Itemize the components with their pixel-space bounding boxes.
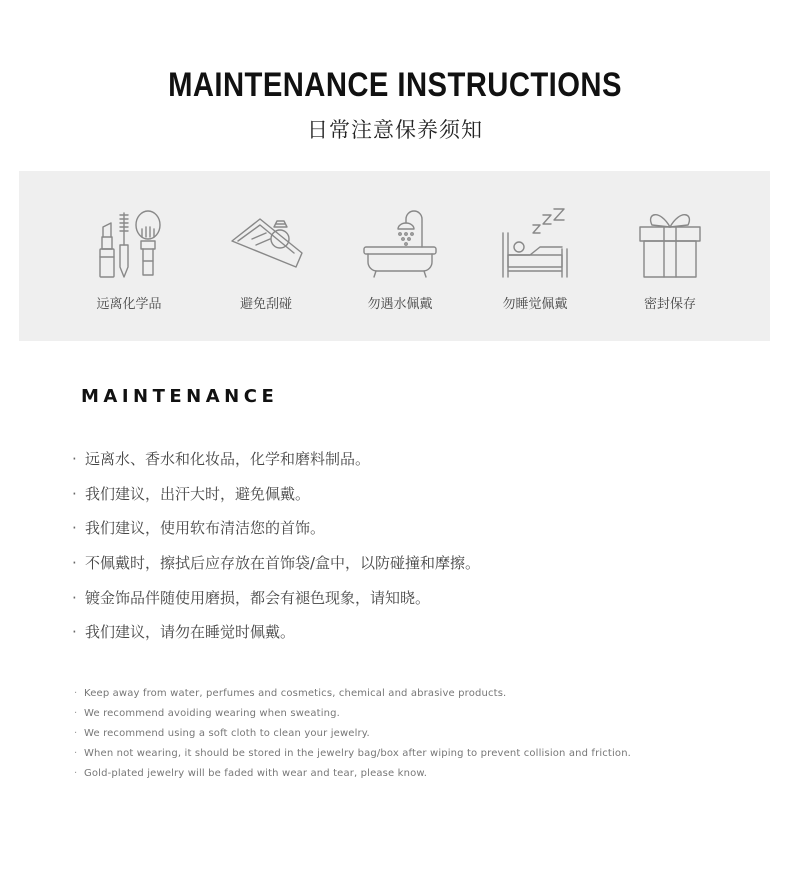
bullet: ·	[72, 484, 77, 503]
page-title: MAINTENANCE INSTRUCTIONS	[168, 66, 622, 104]
bullet: ·	[72, 554, 77, 573]
care-label-sleep: 勿睡觉佩戴	[502, 297, 568, 312]
list-item	[72, 551, 480, 586]
list-item	[74, 726, 631, 746]
tip-text-cn: 远离水、香水和化妆品，化学和磨料制品。	[85, 450, 371, 468]
tip-text-cn: 我们建议，出汗大时，避免佩戴。	[85, 484, 311, 503]
tip-text-en: Keep away from water, perfumes and cosmetics, chemical and abrasive products.	[84, 688, 507, 699]
care-item-water	[330, 205, 470, 312]
tip-text-en: We recommend using a soft cloth to clean your jewelry.	[84, 728, 370, 739]
tip-text-cn: 我们建议，使用软布清洁您的首饰。	[85, 519, 326, 538]
care-item-sleep	[465, 205, 605, 312]
tip-text-cn: 镀金饰品伴随使用磨损，都会有褪色现象，请知晓。	[85, 588, 431, 607]
list-item	[72, 516, 480, 551]
care-item-sealed	[600, 205, 740, 312]
list-item	[74, 746, 631, 766]
bullet: ·	[72, 588, 77, 607]
bullet: ·	[72, 623, 77, 642]
bullet: ·	[74, 748, 78, 759]
care-item-chemicals	[59, 205, 199, 312]
care-label-chemicals: 远离化学品	[96, 297, 162, 312]
bullet: ·	[72, 450, 77, 468]
english-tips-list	[74, 686, 631, 786]
care-icon-band	[19, 171, 770, 341]
list-item	[74, 766, 631, 786]
bullet: ·	[72, 519, 77, 538]
bathtub-icon	[360, 205, 440, 281]
list-item	[72, 586, 480, 621]
tip-text-en: When not wearing, it should be stored in the jewelry bag/box after wiping to prevent collision and friction.	[84, 748, 632, 759]
cosmetics-icon	[89, 205, 169, 281]
bullet: ·	[74, 688, 78, 699]
chinese-tips-list	[72, 447, 480, 655]
bullet: ·	[74, 768, 78, 779]
tip-text-en: Gold-plated jewelry will be faded with wear and tear, please know.	[84, 768, 428, 779]
list-item	[72, 620, 480, 655]
bullet: ·	[74, 728, 78, 739]
care-label-scratch: 避免刮碰	[239, 297, 292, 312]
gift-box-icon	[630, 205, 710, 281]
sleep-icon	[495, 205, 575, 281]
list-item	[72, 482, 480, 517]
list-item	[74, 706, 631, 726]
list-item	[72, 447, 480, 482]
list-item	[74, 686, 631, 706]
bullet: ·	[74, 708, 78, 719]
care-label-sealed: 密封保存	[643, 297, 696, 312]
tip-text-cn: 我们建议，请勿在睡觉时佩戴。	[85, 623, 296, 642]
page-subtitle: 日常注意保养须知	[307, 118, 483, 142]
care-item-scratch	[196, 205, 336, 312]
section-title: MAINTENANCE	[81, 386, 279, 407]
care-label-water: 勿遇水佩戴	[367, 297, 433, 312]
tip-text-en: We recommend avoiding wearing when sweating.	[84, 708, 340, 719]
tip-text-cn: 不佩戴时，擦拭后应存放在首饰袋/盒中，以防碰撞和摩擦。	[85, 554, 481, 573]
scratch-icon	[226, 205, 306, 281]
